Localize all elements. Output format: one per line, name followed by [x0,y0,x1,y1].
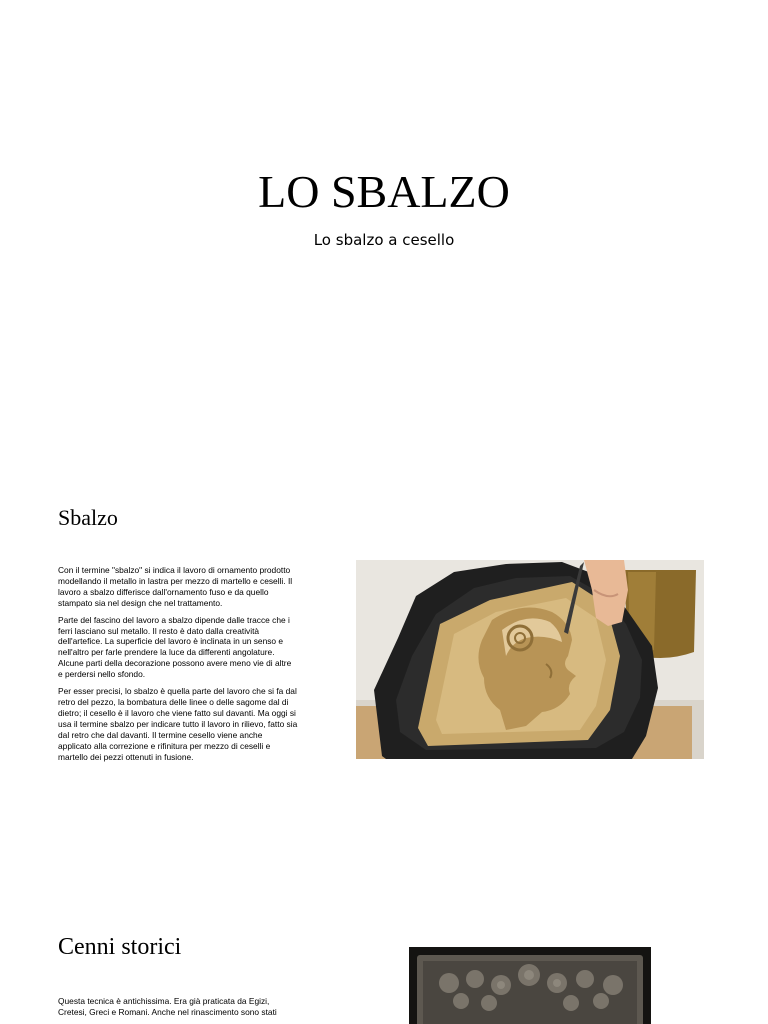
historical-relief-photo [409,947,651,1024]
repousse-relief-photo [356,560,704,759]
presentation-title: LO SBALZO [258,166,510,217]
cenni-storici-slide [0,900,768,1024]
title-slide [0,0,768,480]
sbalzo-slide [0,480,768,900]
presentation-subtitle: Lo sbalzo a cesello [313,231,455,249]
repousse-relief-illustration [356,560,704,759]
cenni-storici-body [58,996,298,1024]
sbalzo-heading: Sbalzo [58,505,118,530]
sbalzo-body [58,565,298,768]
sbalzo-paragraph-2: Parte del fascino del lavoro a sbalzo dipende dalle tracce che i ferri lasciano sul metallo. Il resto è dato dalla creatività dell'artefice. La superficie del lavoro è inclinata in un senso e nell'altro per farle prendere la luce da differenti angolature. Alcune parti della decorazione possono avere meno vie di altre e perdersi nello sfondo. [58,614,292,680]
cenni-storici-heading: Cenni storici [58,934,182,960]
sbalzo-paragraph-1: Con il termine "sbalzo" si indica il lavoro di ornamento prodotto modellando il metallo in lastra per mezzo di martello e ceselli. Il lavoro a sbalzo differisce dall'ornamento fuso e da quello stampato sia nel design che nel trattamento. [58,565,293,608]
cenni-storici-paragraph-1: Questa tecnica è antichissima. Era già praticata da Egizi, Cretesi, Greci e Romani. Anche nel rinascimento sono stati [58,996,277,1017]
historical-relief-illustration [409,947,651,1024]
sbalzo-paragraph-3: Per esser precisi, lo sbalzo è quella parte del lavoro che si fa dal retro del pezzo, la bombatura delle linee o delle sagome dal di dietro; il cesello è il lavoro che viene fatto sul davanti. Ma oggi si usa il termine sbalzo per indicare tutto il lavoro in rilievo, fatto sia dal retro che dal davanti. Il termine cesello viene anche applicato alla correzione e rifinitura per mezzo di ceselli e martello dei pezzi ottenuti in fusione. [58,686,298,762]
